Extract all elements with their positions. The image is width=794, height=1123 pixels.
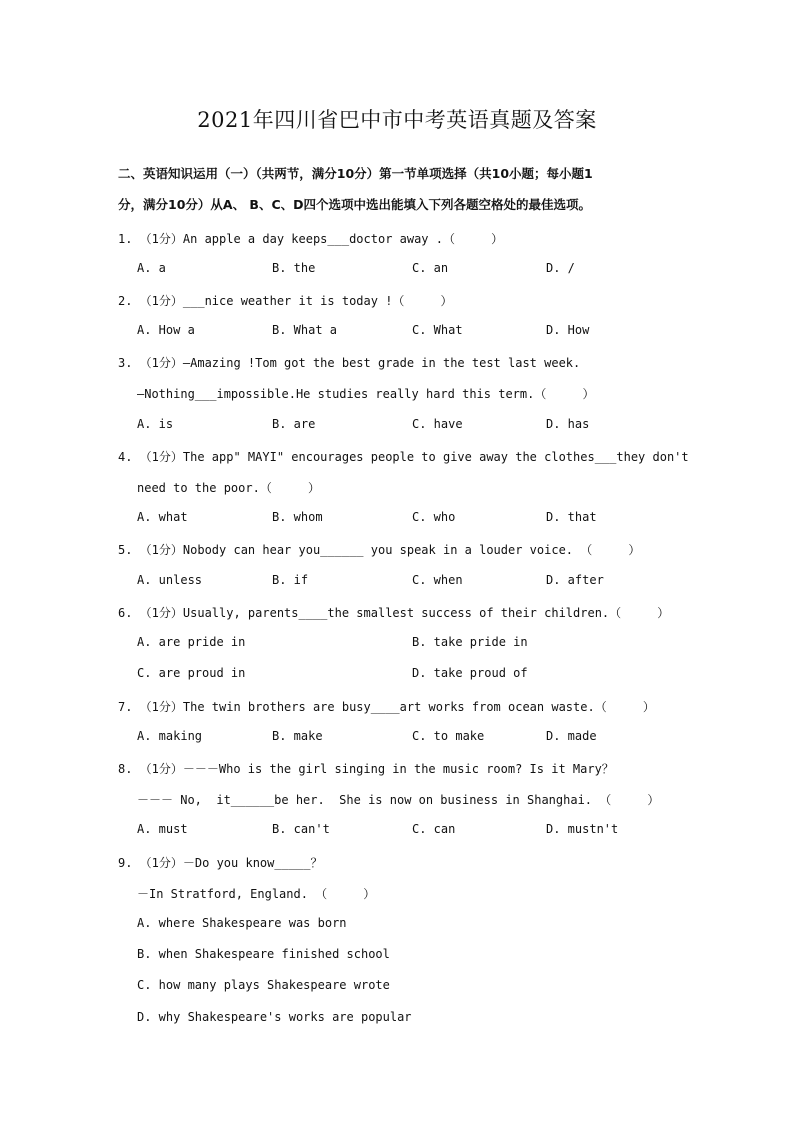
question-5-option-d[interactable]: D. after — [546, 573, 604, 587]
question-1-option-a[interactable]: A. a — [137, 261, 166, 275]
question-8-option-a[interactable]: A. must — [137, 822, 188, 836]
question-5-option-c[interactable]: C. when — [412, 573, 463, 587]
question-7-stem: 7. （1分）The twin brothers are busy____art works from ocean waste.（ ） — [118, 700, 655, 714]
question-1-option-c[interactable]: C. an — [412, 261, 449, 275]
question-6-option-a[interactable]: A. are pride in — [137, 635, 246, 649]
question-4-stem: 4. （1分）The app" MAYI" encourages people to give away the clothes___they don't — [118, 450, 689, 464]
question-7-option-d[interactable]: D. made — [546, 729, 597, 743]
question-7-option-b[interactable]: B. make — [272, 729, 323, 743]
question-4-option-d[interactable]: D. that — [546, 510, 597, 524]
question-2-stem: 2. （1分）___nice weather it is today !（ ） — [118, 294, 453, 308]
question-3-stem-continued: —Nothing___impossible.He studies really hard this term.（ ） — [137, 387, 595, 401]
question-1-stem: 1. （1分）An apple a day keeps___doctor away .（ ） — [118, 232, 504, 246]
question-5-option-b[interactable]: B. if — [272, 573, 309, 587]
question-6-stem: 6. （1分）Usually, parents____the smallest success of their children.（ ） — [118, 606, 670, 620]
question-6-option-b[interactable]: B. take pride in — [412, 635, 528, 649]
question-5-stem: 5. （1分）Nobody can hear you______ you speak in a louder voice. （ ） — [118, 543, 641, 557]
question-4-option-c[interactable]: C. who — [412, 510, 456, 524]
question-9-stem-continued: －In Stratford, England. （ ） — [137, 887, 376, 901]
question-9-stem: 9. （1分）－Do you know_____？ — [118, 856, 323, 870]
question-9-option-d[interactable]: D. why Shakespeare's works are popular — [137, 1010, 412, 1024]
question-4-stem-continued: need to the poor.（ ） — [137, 481, 320, 495]
question-8-option-b[interactable]: B. can't — [272, 822, 330, 836]
question-2-option-b[interactable]: B. What a — [272, 323, 338, 337]
section-heading-line-1: 二、英语知识运用（一）（共两节，满分10分）第一节单项选择（共10小题；每小题1 — [118, 166, 593, 181]
question-9-option-c[interactable]: C. how many plays Shakespeare wrote — [137, 978, 390, 992]
question-3-stem: 3. （1分）—Amazing !Tom got the best grade in the test last week. — [118, 356, 581, 370]
question-4-option-a[interactable]: A. what — [137, 510, 188, 524]
document-title: 2021年四川省巴中市中考英语真题及答案 — [197, 108, 597, 132]
question-2-option-c[interactable]: C. What — [412, 323, 463, 337]
question-6-option-d[interactable]: D. take proud of — [412, 666, 528, 680]
question-1-option-b[interactable]: B. the — [272, 261, 316, 275]
question-3-option-a[interactable]: A. is — [137, 417, 174, 431]
question-6-option-c[interactable]: C. are proud in — [137, 666, 246, 680]
question-7-option-a[interactable]: A. making — [137, 729, 203, 743]
question-8-stem-continued: －－－ No, it______be her. She is now on business in Shanghai. （ ） — [137, 793, 660, 807]
question-4-option-b[interactable]: B. whom — [272, 510, 323, 524]
question-3-option-b[interactable]: B. are — [272, 417, 316, 431]
question-2-option-a[interactable]: A. How a — [137, 323, 195, 337]
question-8-option-d[interactable]: D. mustn't — [546, 822, 619, 836]
question-9-option-a[interactable]: A. where Shakespeare was born — [137, 916, 347, 930]
question-2-option-d[interactable]: D. How — [546, 323, 590, 337]
question-3-option-d[interactable]: D. has — [546, 417, 590, 431]
question-7-option-c[interactable]: C. to make — [412, 729, 485, 743]
question-8-stem: 8. （1分）－－－Who is the girl singing in the music room? Is it Mary？ — [118, 762, 614, 776]
question-8-option-c[interactable]: C. can — [412, 822, 456, 836]
question-5-option-a[interactable]: A. unless — [137, 573, 203, 587]
question-9-option-b[interactable]: B. when Shakespeare finished school — [137, 947, 390, 961]
question-1-option-d[interactable]: D. / — [546, 261, 575, 275]
question-3-option-c[interactable]: C. have — [412, 417, 463, 431]
section-heading-line-2: 分，满分10分）从A、 B、C、D四个选项中选出能填入下列各题空格处的最佳选项。 — [118, 197, 591, 212]
